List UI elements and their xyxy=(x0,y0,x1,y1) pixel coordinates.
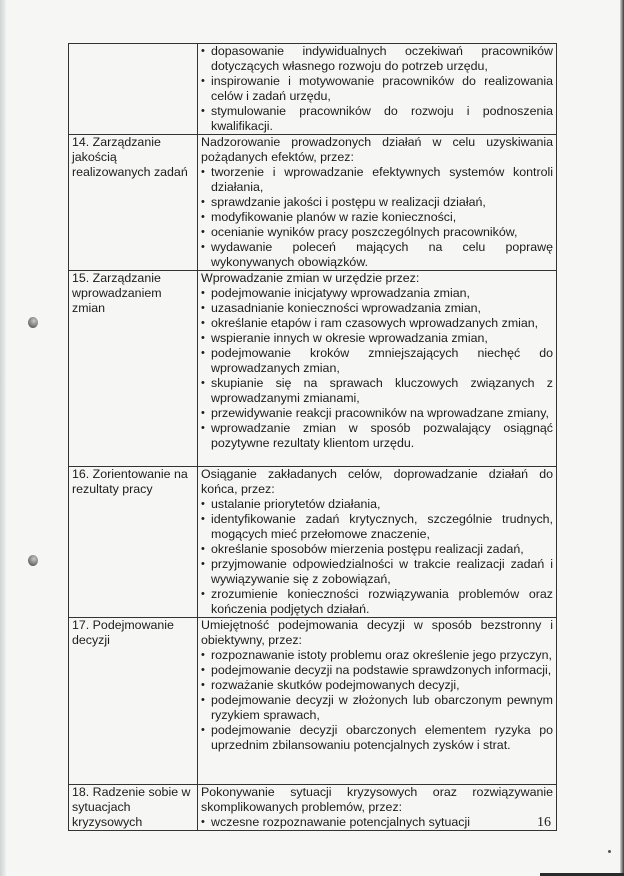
bullet-list xyxy=(201,165,553,270)
competency-description-cell xyxy=(198,44,557,135)
bullet-item: • podejmowanie decyzji na podstawie sprawdzonych informacji, xyxy=(201,663,553,678)
bullet-item: • stymulowanie pracowników do rozwoju i podnoszenia kwalifikacji. xyxy=(201,104,553,134)
bullet-item: • podejmowanie kroków zmniejszających niechęć do wprowadzanych zmian, xyxy=(201,346,553,376)
bullet-item: • wspieranie innych w okresie wprowadzania zmian, xyxy=(201,331,553,346)
bullet-item: • modyfikowanie planów w razie konieczności, xyxy=(201,210,553,225)
table-row xyxy=(69,467,557,618)
punch-hole-icon xyxy=(28,555,38,566)
competency-name-cell xyxy=(69,44,198,135)
bullet-item: • sprawdzanie jakości i postępu w realizacji działań, xyxy=(201,195,553,210)
bullet-item: • ocenianie wyników pracy poszczególnych pracowników, xyxy=(201,225,553,240)
competency-name-cell xyxy=(69,785,198,831)
competency-intro: Osiąganie zakładanych celów, doprowadzanie działań do końca, przez: xyxy=(201,467,553,496)
bullet-item: • skupianie się na sprawach kluczowych związanych z wprowadzanymi zmianami, xyxy=(201,376,553,406)
table-row xyxy=(69,135,557,271)
bullet-list xyxy=(201,497,553,617)
competency-name: 18. Radzenie sobie w sytuacjach kryzysowych xyxy=(72,785,191,829)
competency-table xyxy=(68,43,557,831)
competency-name-cell xyxy=(69,135,198,271)
competency-description-cell xyxy=(198,467,557,618)
punch-hole-icon xyxy=(28,317,38,328)
page-number: 16 xyxy=(537,815,551,830)
bullet-item: • ustalanie priorytetów działania, xyxy=(201,497,553,512)
bullet-list xyxy=(201,286,553,451)
bullet-item: • rozważanie skutków podejmowanych decyzji, xyxy=(201,678,553,693)
bullet-item: • tworzenie i wprowadzanie efektywnych systemów kontroli działania, xyxy=(201,165,553,195)
bullet-item: • określanie etapów i ram czasowych wprowadzanych zmian, xyxy=(201,316,553,331)
competency-name-cell xyxy=(69,271,198,467)
bullet-item: • podejmowanie inicjatywy wprowadzania zmian, xyxy=(201,286,553,301)
competency-description-cell xyxy=(198,271,557,467)
bullet-list xyxy=(201,44,553,134)
bullet-item: • inspirowanie i motywowanie pracowników do realizowania celów i zadań urzędu, xyxy=(201,74,553,104)
scan-speck xyxy=(608,850,611,853)
competency-intro: Umiejętność podejmowania decyzji w sposób bezstronny i obiektywny, przez: xyxy=(201,618,553,647)
competency-description-cell xyxy=(198,785,557,831)
competency-name-cell xyxy=(69,618,198,785)
competency-name-cell xyxy=(69,467,198,618)
bullet-item: • przyjmowanie odpowiedzialności w trakcie realizacji zadań i wywiązywanie się z zobowiązań, xyxy=(201,557,553,587)
bullet-item: • podejmowanie decyzji obarczonych elementem ryzyka po uprzednim zbilansowaniu potencjalnych zysków i strat. xyxy=(201,723,553,753)
bullet-item: • określanie sposobów mierzenia postępu realizacji zadań, xyxy=(201,542,553,557)
table-row xyxy=(69,271,557,467)
competency-name: 16. Zorientowanie na rezultaty pracy xyxy=(72,467,188,496)
bullet-item: • rozpoznawanie istoty problemu oraz określenie jego przyczyn, xyxy=(201,648,553,663)
competency-name: 14. Zarządzanie jakością realizowanych zadań xyxy=(72,135,188,179)
bullet-item: • przewidywanie reakcji pracowników na wprowadzane zmiany, xyxy=(201,406,553,421)
bullet-list xyxy=(201,648,553,753)
competency-description-cell xyxy=(198,618,557,785)
bullet-item: • uzasadnianie konieczności wprowadzania zmian, xyxy=(201,301,553,316)
bullet-item: • podejmowanie decyzji w złożonych lub obarczonym pewnym ryzykiem sprawach, xyxy=(201,693,553,723)
bullet-item: • dopasowanie indywidualnych oczekiwań pracowników dotyczących własnego rozwoju do potrzeb urzędu, xyxy=(201,44,553,74)
scan-left-edge xyxy=(0,0,6,876)
bullet-item: • zrozumienie konieczności rozwiązywania problemów oraz kończenia podjętych działań. xyxy=(201,587,553,617)
table-row xyxy=(69,44,557,135)
competency-description-cell xyxy=(198,135,557,271)
bullet-item: • identyfikowanie zadań krytycznych, szczególnie trudnych, mogących mieć przełomowe znaczenie, xyxy=(201,512,553,542)
bullet-list xyxy=(201,815,553,830)
competency-intro: Pokonywanie sytuacji kryzysowych oraz rozwiązywanie skomplikowanych problemów, przez: xyxy=(201,785,553,814)
competency-name: 15. Zarządzanie wprowadzaniem zmian xyxy=(72,271,162,315)
competency-intro: Nadzorowanie prowadzonych działań w celu uzyskiwania pożądanych efektów, przez: xyxy=(201,135,553,164)
table-row xyxy=(69,785,557,831)
competency-table-body xyxy=(69,44,557,831)
table-row xyxy=(69,618,557,785)
competency-intro: Wprowadzanie zmian w urzędzie przez: xyxy=(201,271,420,285)
scan-right-edge xyxy=(620,0,624,876)
bullet-item: • wprowadzanie zmian w sposób pozwalający osiągnąć pozytywne rezultaty klientom urzędu. xyxy=(201,421,553,451)
competency-name: 17. Podejmowanie decyzji xyxy=(72,618,174,647)
bullet-item: • wydawanie poleceń mających na celu poprawę wykonywanych obowiązków. xyxy=(201,240,553,270)
bullet-item: • wczesne rozpoznawanie potencjalnych sytuacji xyxy=(201,815,553,830)
